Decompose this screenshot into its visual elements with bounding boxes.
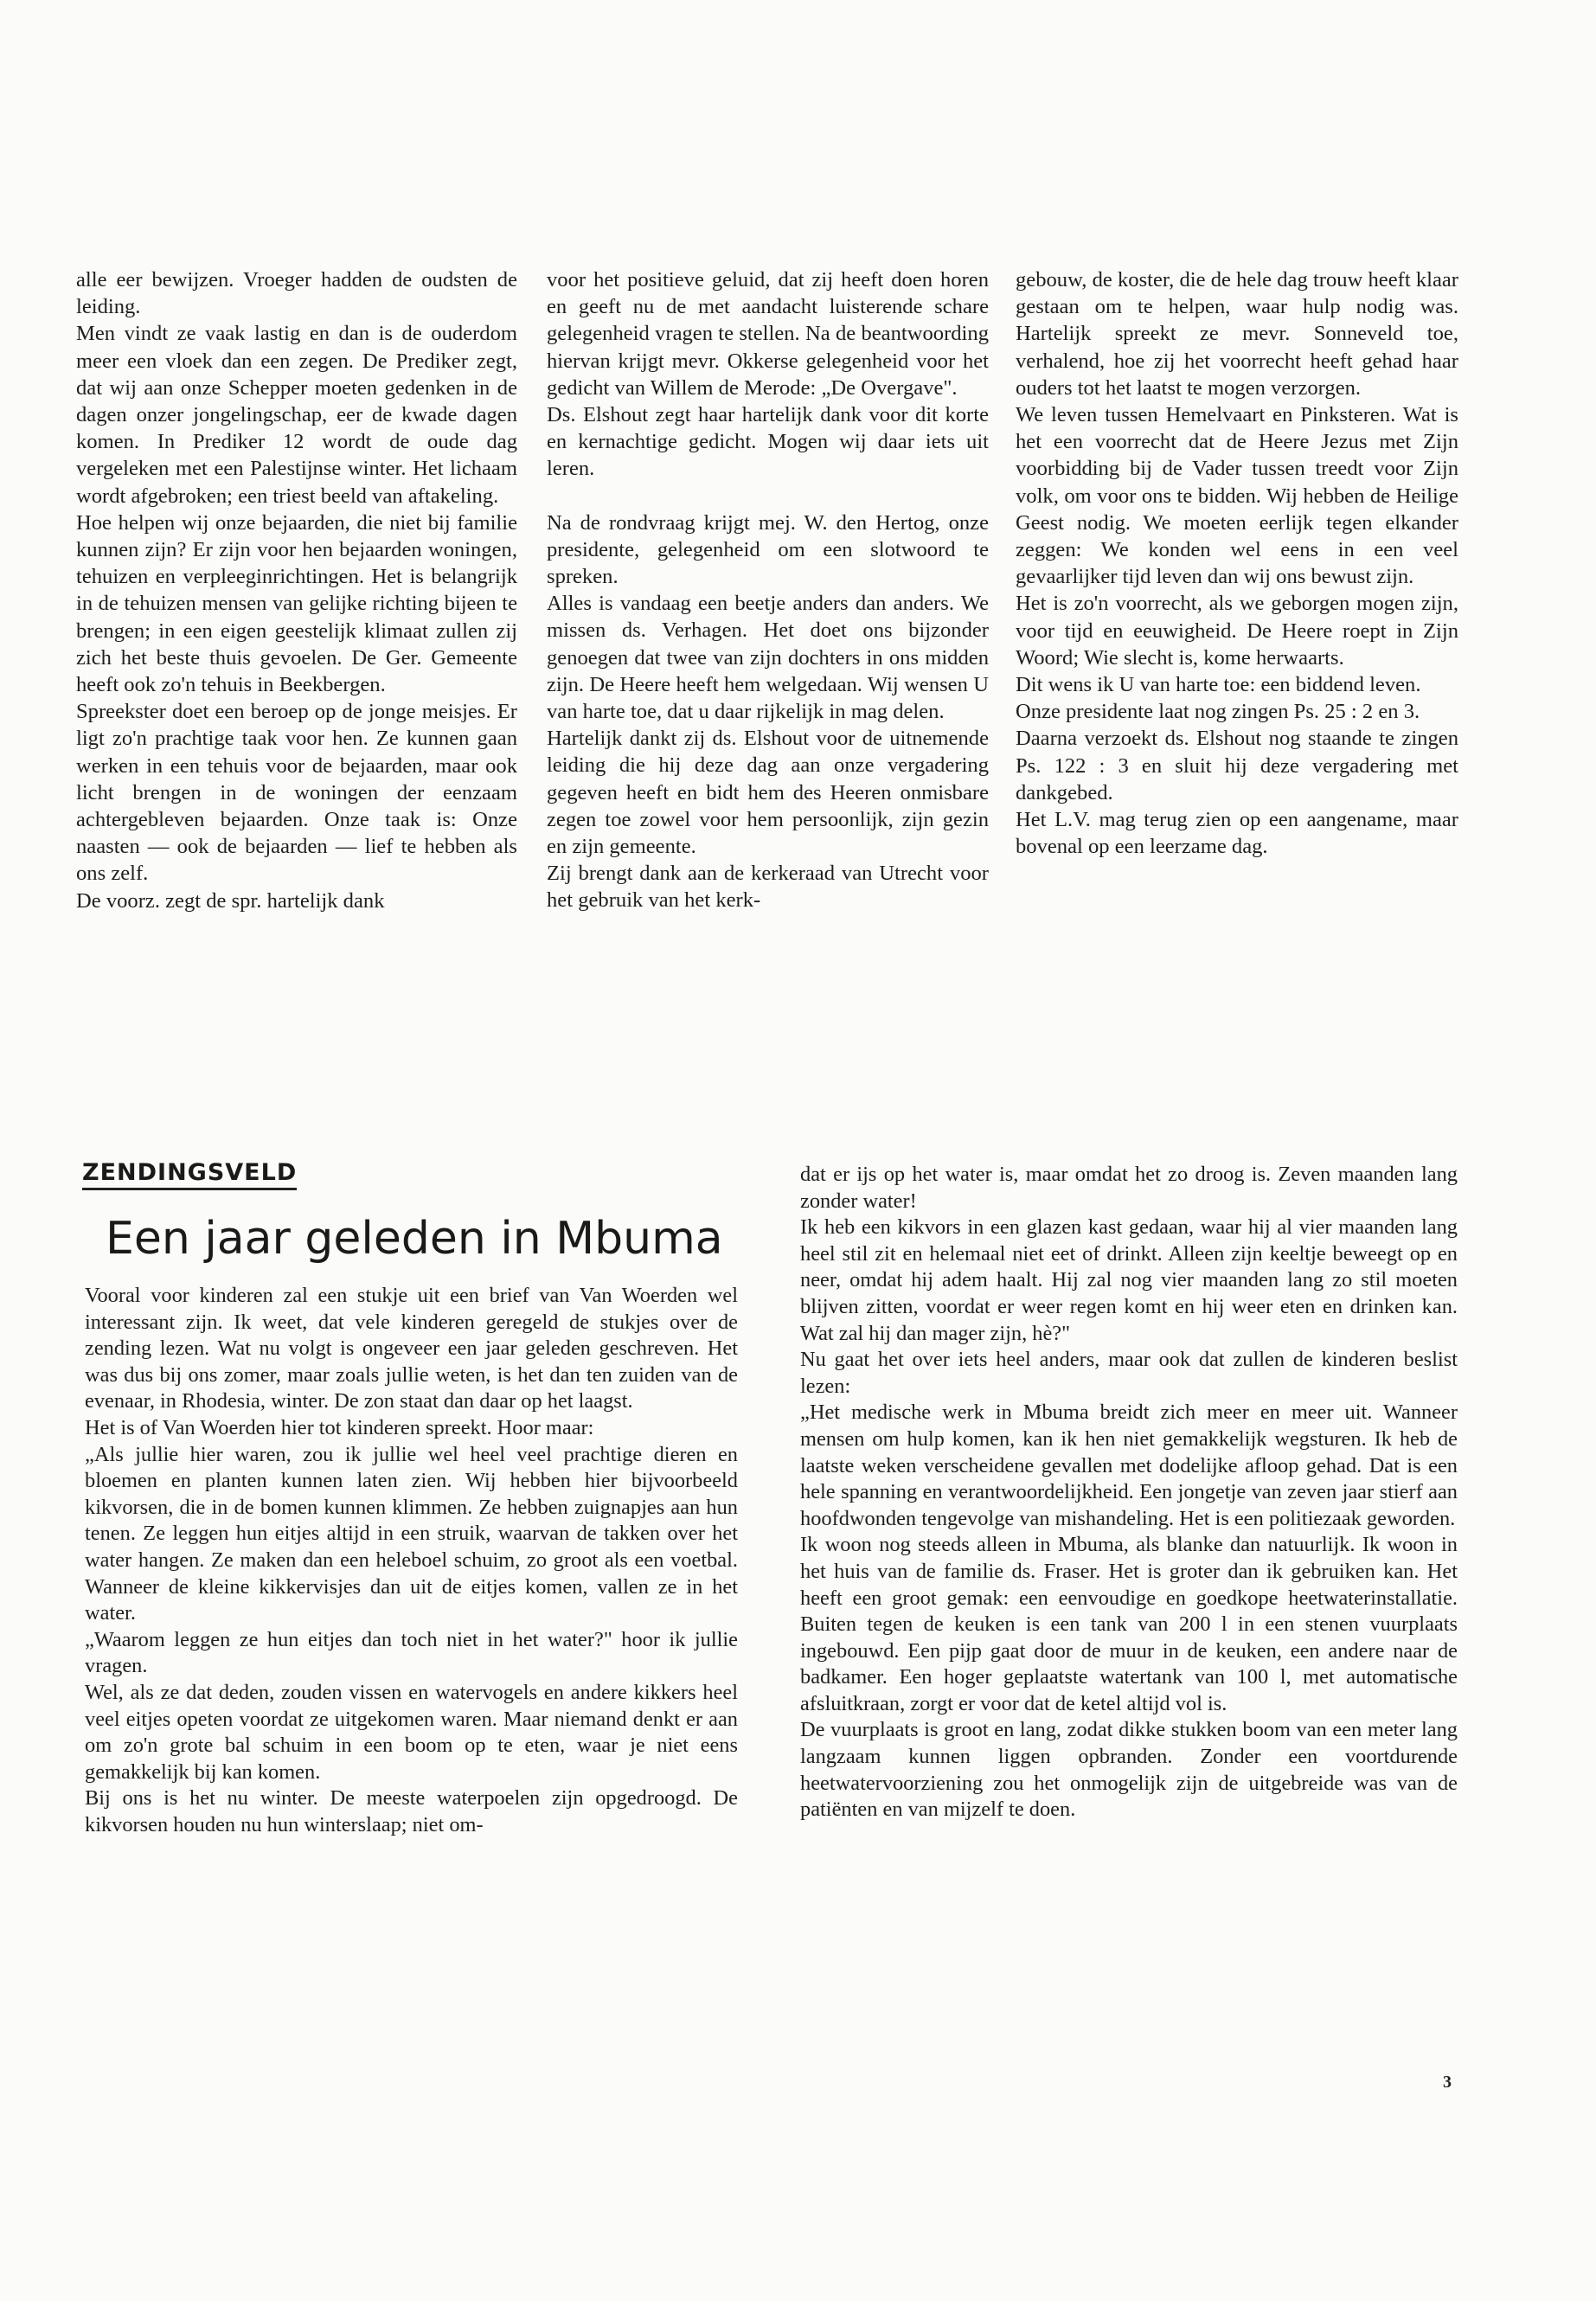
paragraph: „Het medische werk in Mbuma breidt zich meer en meer uit. Wanneer mensen om hulp komen, kan ik hen niet gemakkelijk wegsturen. Ik heb de laatste weken verscheidene gevallen met dodelijke afloop gehad. Dat is een hele spanning en verantwoordelijkheid. Een jongetje van zeven jaar stierf aan hoofdwonden tengevolge van mishandeling. Het is een politiezaak geworden.	[800, 1400, 1458, 1530]
paragraph: De vuurplaats is groot en lang, zodat dikke stukken boom van een meter lang langzaam kunnen liggen opbranden. Zonder een voortdurende heetwatervoorziening zou het onmogelijk zijn de uitgebreide was van de patiënten en van mijzelf te doen.	[800, 1718, 1458, 1822]
paragraph: Alles is vandaag een beetje anders dan anders. We missen ds. Verhagen. Het doet ons bijzonder genoegen dat twee van zijn dochters in ons midden zijn. De Heere heeft hem welgedaan. Wij wensen U van harte toe, dat u daar rijkelijk in mag delen.	[547, 592, 989, 724]
paragraph: Wel, als ze dat deden, zouden vissen en watervogels en andere kikkers heel veel eitjes opeten voordat ze uitgekomen waren. Maar niemand denkt er aan om zo'n grote bal schuim in een boom op te eten, waar je niet eens gemakkelijk bij kan komen.	[85, 1680, 738, 1784]
paragraph: Onze presidente laat nog zingen Ps. 25 : 2 en 3.	[1016, 700, 1420, 724]
paragraph: voor het positieve geluid, dat zij heeft doen horen en geeft nu de met aandacht luisterende schare gelegenheid vragen te stellen. Na de beantwoording hiervan krijgt mevr. Okkerse gelegenheid voor het gedicht van Willem de Merode: „De Overgave".	[547, 268, 989, 400]
paragraph: Zij brengt dank aan de kerkeraad van Utrecht voor het gebruik van het kerk-	[547, 862, 989, 913]
top-column-2	[547, 266, 989, 914]
article-title: Een jaar geleden in Mbuma	[106, 1213, 723, 1265]
top-column-3	[1016, 266, 1458, 860]
paragraph: Vooral voor kinderen zal een stukje uit een brief van Van Woerden wel interessant zijn. Ik weet, dat vele kinderen geregeld de stukjes over de zending lezen. Wat nu volgt is ongeveer een jaar geleden geschreven. Het was dus bij ons zomer, maar zoals jullie weten, is het dan ten zuiden van de evenaar, in Rhodesia, winter. De zon staat dan daar op het laagst.	[85, 1284, 738, 1413]
paragraph: Ds. Elshout zegt haar hartelijk dank voor dit korte en kernachtige gedicht. Mogen wij daar iets uit leren.	[547, 403, 989, 481]
paragraph: Hoe helpen wij onze bejaarden, die niet bij familie kunnen zijn? Er zijn voor hen bejaarden woningen, tehuizen en verpleeginrichtingen. Het is belangrijk in de tehuizen mensen van gelijke richting bijeen te brengen; in een eigen geestelijk klimaat zullen zij zich het beste thuis gevoelen. De Ger. Gemeente heeft ook zo'n tehuis in Beekbergen.	[76, 510, 517, 697]
article-column-1	[85, 1283, 738, 1838]
paragraph: Spreekster doet een beroep op de jonge meisjes. Er ligt zo'n prachtige taak voor hen. Ze kunnen gaan werken in een tehuis voor de bejaarden, maar ook licht brengen in de woningen der eenzaam achtergebleven bejaarden. Onze taak is: Onze naasten — ook de bejaarden — lief te hebben als ons zelf.	[76, 700, 517, 886]
paragraph: Ik heb een kikvors in een glazen kast gedaan, waar hij al vier maanden lang heel stil zit en helemaal niet eet of drinkt. Alleen zijn keeltje beweegt op en neer, omdat hij adem haalt. Hij zal nog vier maanden lang zo stil moeten blijven zitten, voordat er weer regen komt en hij weer eten en drinken kan. Wat zal hij dan mager zijn, hè?"	[800, 1215, 1458, 1345]
paragraph: Nu gaat het over iets heel anders, maar ook dat zullen de kinderen beslist lezen:	[800, 1348, 1458, 1398]
paragraph: Daarna verzoekt ds. Elshout nog staande te zingen Ps. 122 : 3 en sluit hij deze vergadering met dankgebed.	[1016, 727, 1458, 804]
paragraph: Bij ons is het nu winter. De meeste waterpoelen zijn opgedroogd. De kikvorsen houden nu hun winterslaap; niet om-	[85, 1786, 738, 1836]
paragraph: Dit wens ik U van harte toe: een biddend leven.	[1016, 673, 1421, 697]
section-label: ZENDINGSVELD	[82, 1159, 297, 1190]
paragraph: alle eer bewijzen. Vroeger hadden de oudsten de leiding.	[76, 268, 517, 319]
paragraph: Ik woon nog steeds alleen in Mbuma, als blanke dan natuurlijk. Ik woon in het huis van de familie ds. Fraser. Het is groter dan ik gebruiken kan. Het heeft een groot gemak: een eenvoudige en goedkope heetwaterinstallatie. Buiten tegen de keuken is een tank van 200 l in een stenen vuurplaats ingebouwd. Een pijp gaat door de muur in de keuken, een andere naar de badkamer. Een hoger geplaatste watertank van 100 l, met automatische afsluitkraan, zorgt er voor dat de ketel altijd vol is.	[800, 1533, 1458, 1715]
paragraph: Hartelijk dankt zij ds. Elshout voor de uitnemende leiding die hij deze dag aan onze vergadering gegeven heeft en bidt hem des Heeren onmisbare zegen toe zowel voor hem persoonlijk, zijn gezin en zijn gemeente.	[547, 727, 989, 859]
paragraph: We leven tussen Hemelvaart en Pinksteren. Wat is het een voorrecht dat de Heere Jezus met Zijn voorbidding bij de Vader tussen treedt voor Zijn volk, om voor ons te bidden. Wij hebben de Heilige Geest nodig. We moeten eerlijk tegen elkander zeggen: We konden wel eens in een veel gevaarlijker tijd leven dan wij ons bewust zijn.	[1016, 403, 1458, 589]
paragraph: dat er ijs op het water is, maar omdat het zo droog is. Zeven maanden lang zonder water!	[800, 1163, 1458, 1213]
paragraph: Het is zo'n voorrecht, als we geborgen mogen zijn, voor tijd en eeuwigheid. De Heere roept in Zijn Woord; Wie slecht is, kome herwaarts.	[1016, 592, 1458, 670]
paragraph: Het is of Van Woerden hier tot kinderen spreekt. Hoor maar:	[85, 1415, 594, 1439]
paragraph: Men vindt ze vaak lastig en dan is de ouderdom meer een vloek dan een zegen. De Prediker zegt, dat wij aan onze Schepper moeten gedenken in de dagen onzer jongelingschap, eer de kwade dagen komen. In Prediker 12 wordt de oude dag vergeleken met een Palestijnse winter. Het lichaam wordt afgebroken; een triest beeld van aftakeling.	[76, 322, 517, 508]
paragraph: „Als jullie hier waren, zou ik jullie wel heel veel prachtige dieren en bloemen en planten kunnen laten zien. Wij hebben hier bijvoorbeeld kikvorsen, die in de bomen kunnen klimmen. Ze hebben zuignapjes aan hun tenen. Ze leggen hun eitjes altijd in een struik, waarvan de takken over het water hangen. Ze maken dan een heleboel schuim, zo groot als een voetbal. Wanneer de kleine kikkervisjes dan uit de eitjes komen, vallen ze in het water.	[85, 1442, 738, 1625]
paragraph: Na de rondvraag krijgt mej. W. den Hertog, onze presidente, gelegenheid om een slotwoord te spreken.	[547, 510, 989, 589]
top-column-1	[76, 266, 517, 914]
paragraph: Het L.V. mag terug zien op een aangename, maar bovenal op een leerzame dag.	[1016, 808, 1458, 859]
paragraph: De voorz. zegt de spr. hartelijk dank	[76, 888, 385, 913]
paragraph: „Waarom leggen ze hun eitjes dan toch niet in het water?" hoor ik jullie vragen.	[85, 1627, 738, 1678]
page-number: 3	[1443, 2073, 1452, 2092]
article-column-2	[800, 1162, 1458, 1823]
paragraph: gebouw, de koster, die de hele dag trouw heeft klaar gestaan om te helpen, waar hulp nodig was. Hartelijk spreekt ze mevr. Sonneveld toe, verhalend, hoe zij het voorrecht heeft gehad haar ouders tot het laatst te mogen verzorgen.	[1016, 268, 1458, 400]
